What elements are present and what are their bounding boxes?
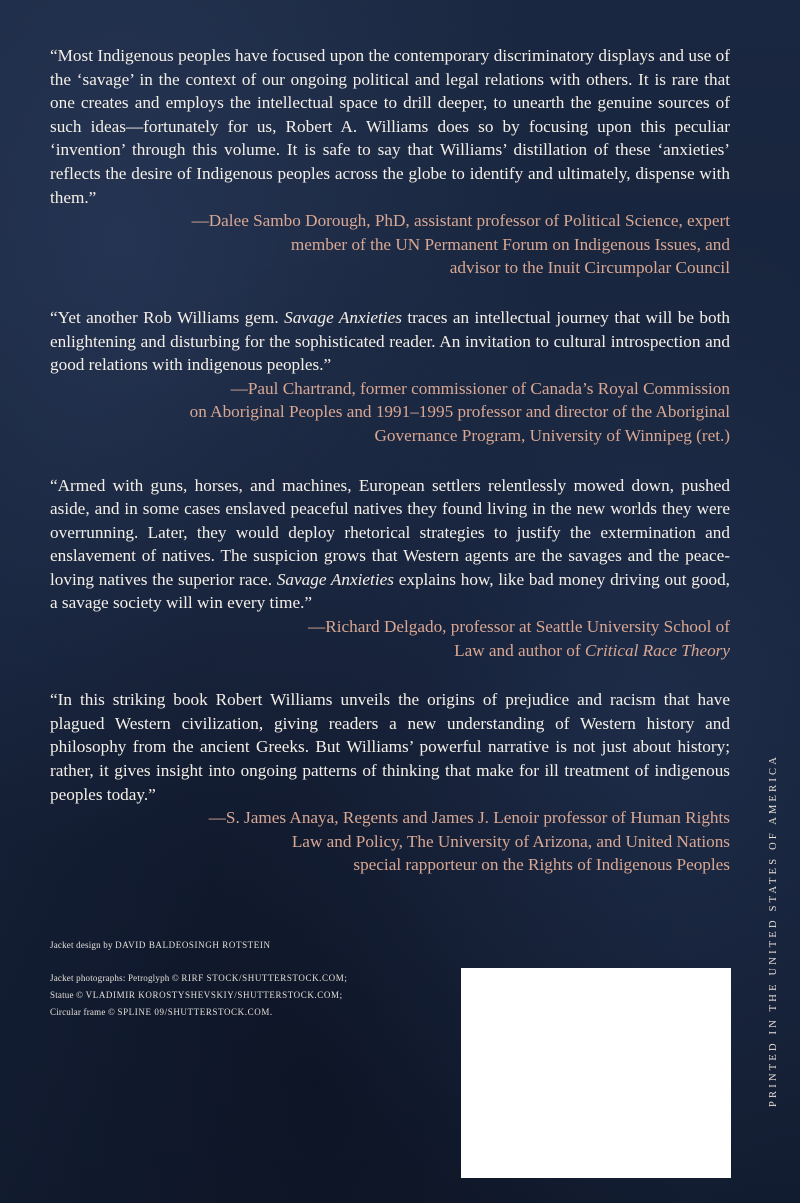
attribution-line: Law and Policy, The University of Arizona, and United Nations — [291, 831, 730, 851]
attribution-line: —Paul Chartrand, former commissioner of Canada’s Royal Commission — [230, 378, 730, 398]
attribution-line: Governance Program, University of Winnipeg (ret.) — [374, 425, 730, 445]
blurb — [50, 306, 730, 448]
endorsement-blurbs — [50, 44, 730, 903]
blurb-quote: “Most Indigenous peoples have focused upon the contemporary discriminatory displays and use of the ‘savage’ in the context of our ongoing political and legal relations with others. It is rare that one creates and employs the intellectual space to drill deeper, to unearth the genuine sources of such ideas—fortunately for us, Robert A. Williams does so by focusing upon this peculiar ‘invention’ through this volume. It is safe to say that Williams’ distillation of these ‘anxieties’ reflects the desire of Indigenous peoples across the globe to identify and ultimately, dispense with them.” — [50, 46, 730, 207]
blurb — [50, 474, 730, 663]
photo-credit-frame: Circular frame © SPLINE 09/SHUTTERSTOCK.COM. — [50, 1007, 273, 1017]
blurb-quote: “Yet another Rob Williams gem. Savage Anxieties traces an intellectual journey that will be both enlightening and disturbing for the sophisticated reader. An invitation to cultural introspection and good relations with indigenous peoples.” — [50, 307, 730, 375]
attribution-line: —Richard Delgado, professor at Seattle University School of — [308, 617, 730, 637]
blurb-attribution — [50, 209, 730, 280]
blurb — [50, 688, 730, 877]
attribution-line: advisor to the Inuit Circumpolar Council — [449, 258, 730, 278]
photo-credit-petroglyph: Jacket photographs: Petroglyph © RIRF STOCK/SHUTTERSTOCK.COM; — [50, 973, 348, 983]
blurb-attribution — [50, 806, 730, 877]
jacket-credits — [50, 937, 430, 1021]
blurb-quote: “In this striking book Robert Williams unveils the origins of prejudice and racism that have plagued Western civilization, giving readers a new understanding of Western history and philosophy from the ancient Greeks. But Williams’ powerful narrative is not just about history; rather, it gives insight into ongoing patterns of thinking that make for ill treatment of indigenous peoples today.” — [50, 690, 730, 804]
blurb — [50, 44, 730, 280]
blurb-attribution — [50, 615, 730, 662]
jacket-design-credit: Jacket design by DAVID BALDEOSINGH ROTSTEIN — [50, 940, 271, 950]
attribution-line: special rapporteur on the Rights of Indigenous Peoples — [353, 855, 730, 875]
printed-in-label: PRINTED IN THE UNITED STATES OF AMERICA — [768, 753, 779, 1107]
attribution-line: Law and author of Critical Race Theory — [454, 640, 730, 660]
barcode-area — [461, 968, 731, 1178]
blurb-quote: “Armed with guns, horses, and machines, European settlers relentlessly mowed down, pushed aside, and in some cases enslaved peaceful natives they found living in the new worlds they were overrunning. Later, they would deploy rhetorical strategies to justify the extermination and enslavement of natives. The suspicion grows that Western agents are the savages and the peace-loving natives the superior race. Savage Anxieties explains how, like bad money driving out good, a savage society will win every time.” — [50, 475, 730, 613]
photo-credit-statue: Statue © VLADIMIR KOROSTYSHEVSKIY/SHUTTERSTOCK.COM; — [50, 990, 343, 1000]
attribution-line: on Aboriginal Peoples and 1991–1995 professor and director of the Aboriginal — [189, 402, 730, 422]
attribution-line: —Dalee Sambo Dorough, PhD, assistant professor of Political Science, expert — [191, 211, 730, 231]
blurb-attribution — [50, 377, 730, 448]
attribution-line: —S. James Anaya, Regents and James J. Lenoir professor of Human Rights — [208, 808, 730, 828]
attribution-line: member of the UN Permanent Forum on Indigenous Issues, and — [290, 234, 730, 254]
